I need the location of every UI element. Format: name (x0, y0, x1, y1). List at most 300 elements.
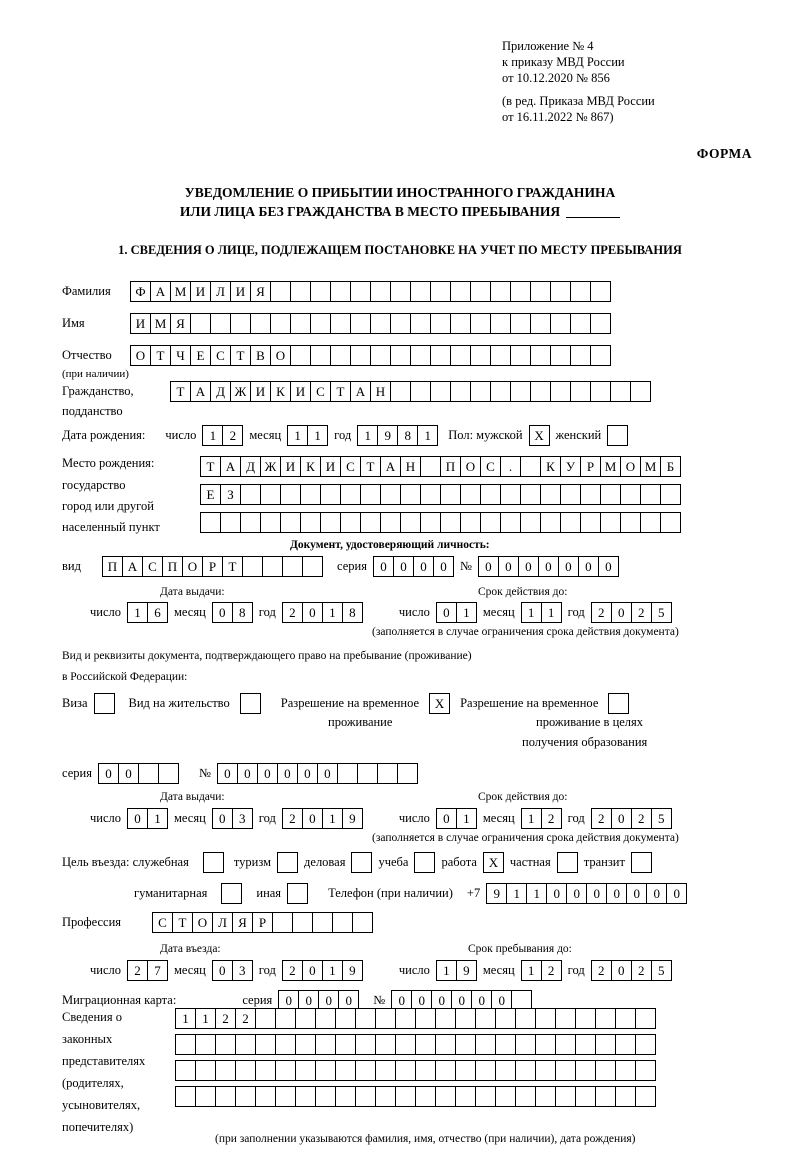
cell[interactable] (315, 1086, 336, 1107)
cell[interactable]: 0 (646, 883, 667, 904)
cell[interactable]: 1 (322, 602, 343, 623)
cell[interactable] (360, 484, 381, 505)
cell[interactable]: 0 (373, 556, 394, 577)
cell[interactable]: 0 (471, 990, 492, 1011)
rep-input-3[interactable] (175, 1060, 656, 1081)
cell[interactable] (495, 1008, 516, 1029)
cell[interactable] (450, 381, 471, 402)
cell[interactable]: Т (360, 456, 381, 477)
cell[interactable] (500, 484, 521, 505)
cell[interactable] (575, 1034, 596, 1055)
visa-checkbox[interactable] (94, 693, 115, 714)
cell[interactable] (600, 484, 621, 505)
cell[interactable]: И (280, 456, 301, 477)
cell[interactable] (590, 281, 611, 302)
cell[interactable] (500, 512, 521, 533)
cell[interactable]: Я (170, 313, 191, 334)
identity-issue-month-input[interactable] (212, 602, 253, 623)
cell[interactable] (302, 556, 323, 577)
cell[interactable] (575, 1008, 596, 1029)
citizenship-input[interactable] (170, 381, 651, 402)
cell[interactable] (215, 1086, 236, 1107)
cell[interactable] (390, 345, 411, 366)
cell[interactable]: 1 (417, 425, 438, 446)
cell[interactable] (470, 345, 491, 366)
identity-valid-year-input[interactable] (591, 602, 672, 623)
cell[interactable]: Е (200, 484, 221, 505)
cell[interactable] (215, 1034, 236, 1055)
cell[interactable]: 2 (631, 960, 652, 981)
cell[interactable]: С (210, 345, 231, 366)
cell[interactable] (475, 1086, 496, 1107)
stay-year-input[interactable] (591, 960, 672, 981)
cell[interactable] (395, 1008, 416, 1029)
purpose-study-checkbox[interactable] (414, 852, 435, 873)
cell[interactable] (275, 1034, 296, 1055)
cell[interactable]: 0 (451, 990, 472, 1011)
cell[interactable]: И (250, 381, 271, 402)
cell[interactable] (390, 313, 411, 334)
cell[interactable]: Ч (170, 345, 191, 366)
cell[interactable]: 0 (298, 990, 319, 1011)
cell[interactable] (415, 1060, 436, 1081)
cell[interactable]: П (440, 456, 461, 477)
cell[interactable] (520, 484, 541, 505)
cell[interactable] (540, 484, 561, 505)
cell[interactable]: 2 (222, 425, 243, 446)
cell[interactable] (550, 281, 571, 302)
cell[interactable] (315, 1008, 336, 1029)
cell[interactable] (530, 381, 551, 402)
cell[interactable] (240, 512, 261, 533)
cell[interactable] (335, 1060, 356, 1081)
cell[interactable] (450, 313, 471, 334)
cell[interactable]: 1 (175, 1008, 196, 1029)
cell[interactable] (640, 512, 661, 533)
cell[interactable] (195, 1060, 216, 1081)
purpose-business-checkbox[interactable] (351, 852, 372, 873)
cell[interactable]: 0 (558, 556, 579, 577)
cell[interactable] (357, 763, 378, 784)
cell[interactable] (615, 1034, 636, 1055)
cell[interactable] (315, 1034, 336, 1055)
cell[interactable]: 2 (541, 808, 562, 829)
cell[interactable] (595, 1086, 616, 1107)
cell[interactable]: Р (252, 912, 273, 933)
cell[interactable]: 2 (235, 1008, 256, 1029)
cell[interactable]: И (190, 281, 211, 302)
cell[interactable] (510, 313, 531, 334)
cell[interactable] (475, 1060, 496, 1081)
cell[interactable] (295, 1060, 316, 1081)
birth-month-input[interactable] (287, 425, 328, 446)
cell[interactable] (620, 512, 641, 533)
cell[interactable] (350, 281, 371, 302)
cell[interactable] (330, 281, 351, 302)
cell[interactable] (435, 1086, 456, 1107)
cell[interactable] (450, 345, 471, 366)
cell[interactable] (420, 456, 441, 477)
cell[interactable] (570, 281, 591, 302)
cell[interactable]: 0 (297, 763, 318, 784)
cell[interactable]: О (192, 912, 213, 933)
cell[interactable]: А (350, 381, 371, 402)
cell[interactable] (292, 912, 313, 933)
cell[interactable] (415, 1034, 436, 1055)
cell[interactable] (470, 313, 491, 334)
cell[interactable] (440, 484, 461, 505)
cell[interactable] (595, 1008, 616, 1029)
cell[interactable] (410, 281, 431, 302)
cell[interactable]: 5 (651, 808, 672, 829)
cell[interactable] (415, 1086, 436, 1107)
cell[interactable] (490, 381, 511, 402)
cell[interactable] (235, 1086, 256, 1107)
cell[interactable] (360, 512, 381, 533)
cell[interactable] (335, 1008, 356, 1029)
cell[interactable]: 0 (611, 808, 632, 829)
cell[interactable]: О (270, 345, 291, 366)
cell[interactable] (255, 1086, 276, 1107)
cell[interactable]: 0 (586, 883, 607, 904)
cell[interactable]: М (170, 281, 191, 302)
cell[interactable] (615, 1008, 636, 1029)
cell[interactable] (270, 281, 291, 302)
cell[interactable]: 9 (342, 960, 363, 981)
cell[interactable] (475, 1008, 496, 1029)
cell[interactable]: 9 (377, 425, 398, 446)
cell[interactable] (220, 512, 241, 533)
cell[interactable] (375, 1060, 396, 1081)
cell[interactable] (375, 1086, 396, 1107)
cell[interactable] (410, 313, 431, 334)
cell[interactable]: 2 (282, 808, 303, 829)
cell[interactable] (395, 1034, 416, 1055)
cell[interactable]: С (142, 556, 163, 577)
cell[interactable] (435, 1008, 456, 1029)
cell[interactable] (495, 1086, 516, 1107)
cell[interactable]: 1 (195, 1008, 216, 1029)
cell[interactable]: Н (370, 381, 391, 402)
cell[interactable] (570, 313, 591, 334)
cell[interactable] (555, 1034, 576, 1055)
cell[interactable] (330, 345, 351, 366)
cell[interactable]: З (220, 484, 241, 505)
cell[interactable]: 0 (606, 883, 627, 904)
purpose-private-checkbox[interactable] (557, 852, 578, 873)
cell[interactable]: 2 (631, 602, 652, 623)
cell[interactable]: 0 (212, 602, 233, 623)
cell[interactable]: 0 (257, 763, 278, 784)
cell[interactable] (480, 484, 501, 505)
purpose-other-checkbox[interactable] (287, 883, 308, 904)
cell[interactable]: 2 (127, 960, 148, 981)
entry-month-input[interactable] (212, 960, 253, 981)
cell[interactable] (415, 1008, 436, 1029)
cell[interactable]: 1 (202, 425, 223, 446)
cell[interactable]: 1 (521, 960, 542, 981)
cell[interactable] (290, 281, 311, 302)
cell[interactable] (635, 1060, 656, 1081)
cell[interactable] (240, 484, 261, 505)
cell[interactable] (530, 313, 551, 334)
cell[interactable] (275, 1060, 296, 1081)
cell[interactable] (332, 912, 353, 933)
cell[interactable]: 2 (215, 1008, 236, 1029)
cell[interactable]: 0 (546, 883, 567, 904)
cell[interactable] (430, 281, 451, 302)
cell[interactable] (570, 381, 591, 402)
cell[interactable] (195, 1086, 216, 1107)
cell[interactable]: 0 (538, 556, 559, 577)
cell[interactable] (515, 1008, 536, 1029)
cell[interactable]: А (150, 281, 171, 302)
cell[interactable] (410, 345, 431, 366)
cell[interactable] (370, 281, 391, 302)
cell[interactable] (260, 512, 281, 533)
cell[interactable]: 2 (631, 808, 652, 829)
cell[interactable]: С (480, 456, 501, 477)
permit-issue-month-input[interactable] (212, 808, 253, 829)
cell[interactable] (400, 512, 421, 533)
cell[interactable] (630, 381, 651, 402)
cell[interactable]: Т (230, 345, 251, 366)
cell[interactable]: Я (250, 281, 271, 302)
cell[interactable] (235, 1060, 256, 1081)
stay-month-input[interactable] (521, 960, 562, 981)
cell[interactable]: Б (660, 456, 681, 477)
cell[interactable] (490, 313, 511, 334)
cell[interactable]: 2 (591, 960, 612, 981)
cell[interactable] (560, 484, 581, 505)
cell[interactable]: Р (580, 456, 601, 477)
cell[interactable]: Т (330, 381, 351, 402)
identity-series-input[interactable] (373, 556, 454, 577)
cell[interactable] (262, 556, 283, 577)
cell[interactable] (255, 1008, 276, 1029)
cell[interactable]: 3 (232, 960, 253, 981)
cell[interactable] (515, 1034, 536, 1055)
cell[interactable]: 0 (478, 556, 499, 577)
purpose-transit-checkbox[interactable] (631, 852, 652, 873)
cell[interactable]: 0 (626, 883, 647, 904)
cell[interactable] (580, 484, 601, 505)
cell[interactable]: 7 (147, 960, 168, 981)
cell[interactable]: О (620, 456, 641, 477)
cell[interactable]: У (560, 456, 581, 477)
cell[interactable] (335, 1086, 356, 1107)
cell[interactable] (660, 484, 681, 505)
cell[interactable] (355, 1008, 376, 1029)
cell[interactable]: 9 (342, 808, 363, 829)
cell[interactable]: 8 (397, 425, 418, 446)
permit-valid-year-input[interactable] (591, 808, 672, 829)
cell[interactable] (335, 1034, 356, 1055)
cell[interactable]: 0 (391, 990, 412, 1011)
cell[interactable] (315, 1060, 336, 1081)
cell[interactable] (515, 1060, 536, 1081)
cell[interactable]: А (380, 456, 401, 477)
cell[interactable] (615, 1086, 636, 1107)
cell[interactable]: 0 (666, 883, 687, 904)
cell[interactable] (330, 313, 351, 334)
cell[interactable] (310, 281, 331, 302)
purpose-service-checkbox[interactable] (203, 852, 224, 873)
purpose-humanitarian-checkbox[interactable] (221, 883, 242, 904)
cell[interactable]: Д (240, 456, 261, 477)
cell[interactable]: А (220, 456, 241, 477)
cell[interactable] (475, 1034, 496, 1055)
cell[interactable] (620, 484, 641, 505)
cell[interactable]: С (310, 381, 331, 402)
cell[interactable]: И (230, 281, 251, 302)
cell[interactable]: 0 (413, 556, 434, 577)
cell[interactable] (640, 484, 661, 505)
cell[interactable] (535, 1034, 556, 1055)
cell[interactable] (370, 345, 391, 366)
birth-year-input[interactable] (357, 425, 438, 446)
temp-residence-checkbox[interactable]: X (429, 693, 450, 714)
cell[interactable]: Т (150, 345, 171, 366)
cell[interactable]: С (340, 456, 361, 477)
cell[interactable]: 0 (278, 990, 299, 1011)
permit-series-input[interactable] (98, 763, 179, 784)
cell[interactable]: 1 (521, 602, 542, 623)
rep-input-2[interactable] (175, 1034, 656, 1055)
cell[interactable] (575, 1086, 596, 1107)
cell[interactable] (300, 512, 321, 533)
cell[interactable]: М (150, 313, 171, 334)
cell[interactable] (280, 484, 301, 505)
cell[interactable]: Т (170, 381, 191, 402)
rep-input-1[interactable] (175, 1008, 656, 1029)
cell[interactable] (455, 1008, 476, 1029)
cell[interactable]: 0 (212, 960, 233, 981)
cell[interactable] (260, 484, 281, 505)
cell[interactable]: 9 (486, 883, 507, 904)
cell[interactable] (455, 1086, 476, 1107)
cell[interactable] (355, 1086, 376, 1107)
cell[interactable] (595, 1060, 616, 1081)
cell[interactable] (550, 345, 571, 366)
cell[interactable] (570, 345, 591, 366)
cell[interactable]: Ф (130, 281, 151, 302)
cell[interactable] (250, 313, 271, 334)
cell[interactable] (595, 1034, 616, 1055)
identity-number-input[interactable] (478, 556, 619, 577)
cell[interactable] (200, 512, 221, 533)
cell[interactable] (370, 313, 391, 334)
entry-year-input[interactable] (282, 960, 363, 981)
cell[interactable] (495, 1034, 516, 1055)
cell[interactable] (470, 281, 491, 302)
cell[interactable] (450, 281, 471, 302)
cell[interactable]: 1 (357, 425, 378, 446)
cell[interactable] (312, 912, 333, 933)
cell[interactable]: Т (222, 556, 243, 577)
cell[interactable] (175, 1086, 196, 1107)
cell[interactable]: Е (190, 345, 211, 366)
cell[interactable]: 1 (322, 960, 343, 981)
cell[interactable] (455, 1060, 476, 1081)
rep-input-4[interactable] (175, 1086, 656, 1107)
cell[interactable] (280, 512, 301, 533)
cell[interactable]: Р (202, 556, 223, 577)
cell[interactable] (460, 512, 481, 533)
cell[interactable]: О (130, 345, 151, 366)
cell[interactable] (215, 1060, 236, 1081)
cell[interactable] (410, 381, 431, 402)
cell[interactable] (515, 1086, 536, 1107)
cell[interactable] (420, 484, 441, 505)
cell[interactable] (290, 313, 311, 334)
cell[interactable] (590, 313, 611, 334)
cell[interactable] (395, 1060, 416, 1081)
cell[interactable]: О (460, 456, 481, 477)
cell[interactable] (282, 556, 303, 577)
cell[interactable] (535, 1008, 556, 1029)
permit-issue-year-input[interactable] (282, 808, 363, 829)
cell[interactable]: 1 (506, 883, 527, 904)
cell[interactable] (510, 345, 531, 366)
identity-valid-month-input[interactable] (521, 602, 562, 623)
cell[interactable]: 0 (127, 808, 148, 829)
cell[interactable] (275, 1008, 296, 1029)
cell[interactable] (390, 281, 411, 302)
cell[interactable] (520, 512, 541, 533)
cell[interactable] (480, 512, 501, 533)
cell[interactable] (435, 1060, 456, 1081)
cell[interactable]: А (190, 381, 211, 402)
cell[interactable] (550, 381, 571, 402)
cell[interactable] (440, 512, 461, 533)
cell[interactable] (535, 1060, 556, 1081)
cell[interactable] (490, 281, 511, 302)
cell[interactable]: И (320, 456, 341, 477)
cell[interactable] (337, 763, 358, 784)
cell[interactable] (397, 763, 418, 784)
birth-day-input[interactable] (202, 425, 243, 446)
cell[interactable] (455, 1034, 476, 1055)
cell[interactable]: К (300, 456, 321, 477)
cell[interactable] (540, 512, 561, 533)
cell[interactable] (555, 1086, 576, 1107)
cell[interactable] (158, 763, 179, 784)
cell[interactable]: 1 (436, 960, 457, 981)
cell[interactable]: 0 (431, 990, 452, 1011)
cell[interactable] (138, 763, 159, 784)
cell[interactable]: 0 (317, 763, 338, 784)
permit-number-input[interactable] (217, 763, 418, 784)
cell[interactable]: 0 (98, 763, 119, 784)
cell[interactable] (290, 345, 311, 366)
cell[interactable]: 1 (521, 808, 542, 829)
identity-issue-day-input[interactable] (127, 602, 168, 623)
cell[interactable]: 0 (411, 990, 432, 1011)
cell[interactable] (355, 1034, 376, 1055)
cell[interactable] (340, 484, 361, 505)
cell[interactable]: 0 (598, 556, 619, 577)
cell[interactable]: 0 (578, 556, 599, 577)
cell[interactable] (380, 512, 401, 533)
cell[interactable] (590, 345, 611, 366)
cell[interactable] (242, 556, 263, 577)
sex-female-checkbox[interactable] (607, 425, 628, 446)
cell[interactable] (270, 313, 291, 334)
cell[interactable]: 0 (611, 960, 632, 981)
cell[interactable] (320, 484, 341, 505)
cell[interactable] (430, 381, 451, 402)
